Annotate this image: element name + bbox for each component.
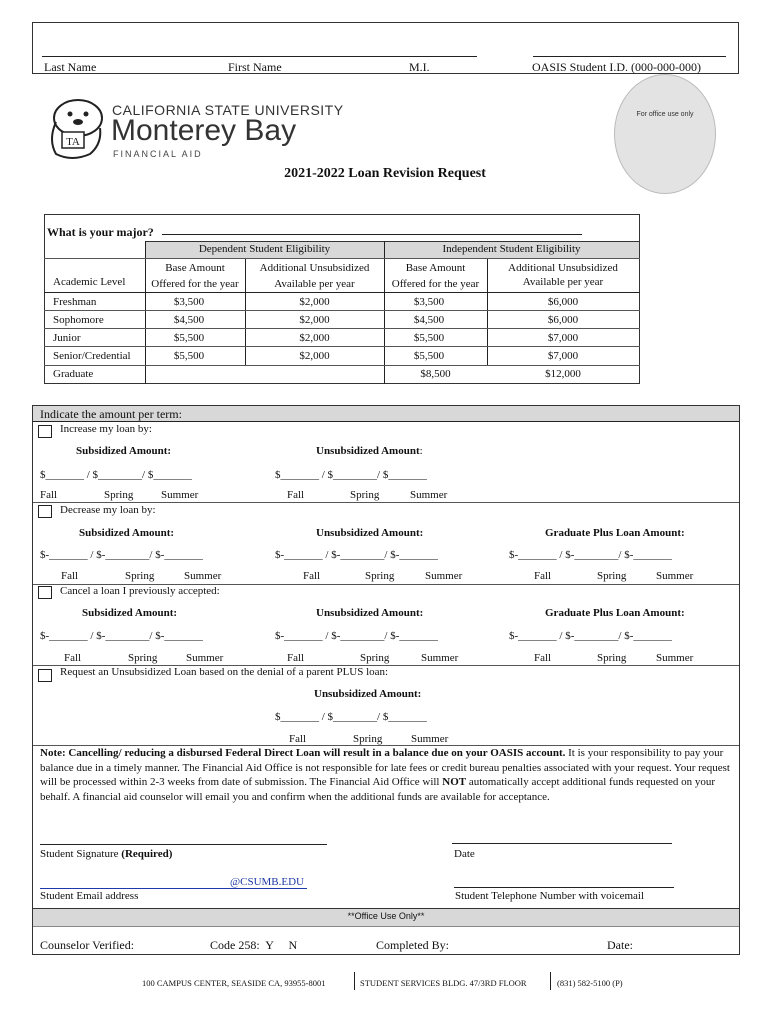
term-heading: Indicate the amount per term: bbox=[40, 407, 182, 421]
logo-university-name: CALIFORNIA STATE UNIVERSITY bbox=[112, 102, 344, 118]
term-fall-label: Fall bbox=[40, 489, 58, 501]
signature-required: (Required) bbox=[121, 848, 173, 860]
note-text-1: It is your responsibility to pay your balance due in a timely manner. The Financial Aid Office is not responsible for late fees or credit bureau penalties associated with your request. Your request will be processed within 2-3 weeks from date of submission. The Financial Aid Office will bbox=[40, 747, 730, 788]
decrease-subsidized-label: Subsidized Amount: bbox=[79, 527, 175, 539]
table-col-header-bottom bbox=[44, 292, 640, 293]
footer-building: STUDENT SERVICES BLDG. 47/3RD FLOOR bbox=[360, 978, 527, 988]
decrease-unsubsidized-input[interactable]: $-_______ / $-________/ $-_______ bbox=[275, 549, 438, 561]
cancel-loan-checkbox[interactable] bbox=[38, 586, 52, 599]
svg-text:TA: TA bbox=[66, 136, 80, 148]
row-dep-add: $2,000 bbox=[299, 314, 330, 326]
office-use-title: **Office Use Only** bbox=[347, 911, 425, 921]
row-level: Senior/Credential bbox=[53, 350, 131, 362]
phone-line[interactable] bbox=[454, 887, 674, 888]
signature-label bbox=[40, 848, 172, 860]
row-ind-add: $7,000 bbox=[547, 350, 579, 362]
term-amounts-box bbox=[32, 405, 740, 955]
otter-logo-icon bbox=[42, 92, 110, 162]
decrease-grad-plus-label: Graduate Plus Loan Amount: bbox=[545, 527, 685, 539]
term-fall-label: Fall bbox=[534, 570, 552, 582]
increase-unsubsidized-text: Unsubsidized Amount bbox=[316, 445, 420, 457]
term-summer-label: Summer bbox=[186, 652, 224, 664]
term-summer-label: Summer bbox=[656, 570, 694, 582]
phone-label: Student Telephone Number with voicemail bbox=[455, 890, 645, 902]
col-dep-add-2: Available per year bbox=[274, 278, 355, 290]
col-ind-add-2: Available per year bbox=[522, 276, 604, 288]
col-dep-base-2: Offered for the year bbox=[151, 278, 239, 290]
dependent-header: Dependent Student Eligibility bbox=[198, 243, 331, 255]
term-spring-label: Spring bbox=[128, 652, 158, 664]
page-title: 2021-2022 Loan Revision Request bbox=[284, 166, 486, 181]
row-ind-base: $3,500 bbox=[413, 296, 445, 308]
term-summer-label: Summer bbox=[184, 570, 222, 582]
term-summer-label: Summer bbox=[656, 652, 694, 664]
term-spring-label: Spring bbox=[597, 652, 627, 664]
row-dep-add: $2,000 bbox=[299, 350, 330, 362]
row-ind-add: $6,000 bbox=[547, 314, 579, 326]
row-level: Sophomore bbox=[53, 314, 104, 326]
signature-label-text: Student Signature bbox=[40, 848, 122, 860]
cancel-unsubsidized-input[interactable]: $-_______ / $-________/ $-_______ bbox=[275, 630, 438, 642]
row-ind-base: $4,500 bbox=[413, 314, 445, 326]
cancel-subsidized-input[interactable]: $-_______ / $-________/ $-_______ bbox=[40, 630, 203, 642]
major-label: What is your major? bbox=[47, 225, 154, 239]
office-date: Date: bbox=[607, 938, 633, 952]
row-dep-base: $5,500 bbox=[173, 332, 205, 344]
increase-subsidized-label: Subsidized Amount: bbox=[76, 445, 172, 457]
last-name-label: Last Name bbox=[44, 60, 97, 74]
decrease-subsidized-input[interactable]: $-_______ / $-________/ $-_______ bbox=[40, 549, 203, 561]
row-dep-base: $3,500 bbox=[173, 296, 205, 308]
note-text-2: automatically accept additional funds requested on your behalf. A financial aid counselor will email you and confirm when the additional funds are available for acceptance. bbox=[40, 776, 716, 803]
decrease-loan-checkbox[interactable] bbox=[38, 505, 52, 518]
row-dep-base: $5,500 bbox=[173, 350, 205, 362]
office-use-stamp-text: For office use only bbox=[636, 111, 694, 118]
term-summer-label: Summer bbox=[161, 489, 199, 501]
major-input-line[interactable] bbox=[162, 234, 582, 235]
responsibility-note bbox=[40, 746, 734, 804]
increase-loan-label: Increase my loan by: bbox=[60, 423, 152, 435]
mi-label: M.I. bbox=[409, 60, 430, 74]
row-divider bbox=[44, 365, 640, 366]
row-divider bbox=[44, 310, 384, 311]
term-spring-label: Spring bbox=[353, 733, 383, 745]
email-label: Student Email address bbox=[40, 890, 139, 902]
term-fall-label: Fall bbox=[289, 733, 307, 745]
col-dep-base-1: Base Amount bbox=[165, 262, 225, 274]
term-spring-label: Spring bbox=[597, 570, 627, 582]
row-dep-add: $2,000 bbox=[299, 332, 330, 344]
row-divider bbox=[44, 346, 640, 347]
independent-header: Independent Student Eligibility bbox=[442, 243, 581, 255]
row-divider bbox=[384, 310, 640, 311]
decrease-unsubsidized-label: Unsubsidized Amount: bbox=[316, 527, 424, 539]
term-summer-label: Summer bbox=[410, 489, 448, 501]
oasis-id-underline[interactable] bbox=[533, 56, 726, 57]
term-fall-label: Fall bbox=[287, 489, 305, 501]
col-dep-add-1: Additional Unsubsidized bbox=[259, 262, 370, 274]
row-ind-add: $7,000 bbox=[547, 332, 579, 344]
date-line[interactable] bbox=[452, 843, 672, 844]
term-fall-label: Fall bbox=[287, 652, 305, 664]
row-ind-base: $8,500 bbox=[420, 368, 451, 380]
term-heading-divider bbox=[33, 421, 739, 422]
unsub-request-checkbox[interactable] bbox=[38, 669, 52, 682]
code-258: Code 258: Y N bbox=[210, 938, 298, 952]
row-level: Junior bbox=[53, 332, 81, 344]
term-fall-label: Fall bbox=[534, 652, 552, 664]
increase-unsubsidized-input[interactable]: $_______ / $________/ $_______ bbox=[275, 469, 427, 481]
term-summer-label: Summer bbox=[421, 652, 459, 664]
row-ind-add: $6,000 bbox=[547, 296, 579, 308]
increase-subsidized-input[interactable]: $_______ / $________/ $_______ bbox=[40, 469, 192, 481]
name-underline[interactable] bbox=[42, 56, 477, 57]
term-spring-label: Spring bbox=[350, 489, 380, 501]
row-dep-add: $2,000 bbox=[299, 296, 330, 308]
col-ind-base-1: Base Amount bbox=[405, 262, 466, 274]
cancel-grad-plus-label: Graduate Plus Loan Amount: bbox=[545, 607, 685, 619]
counselor-verified: Counselor Verified: bbox=[40, 938, 135, 952]
term-spring-label: Spring bbox=[365, 570, 395, 582]
row-ind-base: $5,500 bbox=[413, 332, 445, 344]
col-ind-add-1: Additional Unsubsidized bbox=[508, 262, 618, 274]
oasis-id-label: OASIS Student I.D. (000-000-000) bbox=[532, 60, 701, 74]
term-fall-label: Fall bbox=[64, 652, 82, 664]
completed-by: Completed By: bbox=[376, 938, 449, 952]
cancel-subsidized-label: Subsidized Amount: bbox=[82, 607, 178, 619]
col-ind-base-2: Offered for the year bbox=[391, 278, 480, 290]
footer-divider bbox=[550, 972, 551, 990]
decrease-loan-label: Decrease my loan by: bbox=[60, 504, 156, 516]
decrease-grad-plus-input[interactable]: $-_______ / $-________/ $-_______ bbox=[509, 549, 672, 561]
increase-unsubsidized-label: Unsubsidized Amount: bbox=[316, 445, 423, 457]
footer-divider bbox=[354, 972, 355, 990]
first-name-label: First Name bbox=[228, 60, 282, 74]
term-summer-label: Summer bbox=[411, 733, 449, 745]
row-level: Graduate bbox=[53, 368, 94, 380]
unsub-request-label: Request an Unsubsidized Loan based on the denial of a parent PLUS loan: bbox=[60, 666, 389, 678]
term-fall-label: Fall bbox=[61, 570, 79, 582]
row-level: Freshman bbox=[53, 296, 97, 308]
footer-address: 100 CAMPUS CENTER, SEASIDE CA, 93955-8001 bbox=[142, 978, 326, 988]
row-divider bbox=[44, 328, 640, 329]
email-input-line[interactable] bbox=[40, 888, 307, 889]
note-not: NOT bbox=[442, 776, 467, 788]
increase-loan-checkbox[interactable] bbox=[38, 425, 52, 438]
date-label: Date bbox=[454, 848, 475, 860]
table-header-bottom bbox=[44, 258, 640, 259]
cancel-loan-label: Cancel a loan I previously accepted: bbox=[60, 585, 220, 597]
term-fall-label: Fall bbox=[303, 570, 321, 582]
unsub-request-amount-label: Unsubsidized Amount: bbox=[314, 688, 422, 700]
term-summer-label: Summer bbox=[425, 570, 463, 582]
cancel-grad-plus-input[interactable]: $-_______ / $-________/ $-_______ bbox=[509, 630, 672, 642]
cancel-unsubsidized-label: Unsubsidized Amount: bbox=[316, 607, 424, 619]
term-spring-label: Spring bbox=[360, 652, 390, 664]
signature-line[interactable] bbox=[40, 844, 327, 845]
footer-phone: (831) 582-5100 (P) bbox=[557, 978, 623, 988]
row-dep-base: $4,500 bbox=[173, 314, 205, 326]
logo-department: FINANCIAL AID bbox=[113, 149, 203, 159]
note-bold: Note: Cancelling/ reducing a disbursed Federal Direct Loan will result in a balance due on your OASIS account. bbox=[40, 747, 566, 759]
email-domain: @CSUMB.EDU bbox=[230, 876, 305, 888]
row-ind-add: $12,000 bbox=[545, 368, 581, 380]
term-spring-label: Spring bbox=[104, 489, 134, 501]
row-ind-base: $5,500 bbox=[413, 350, 445, 362]
term-spring-label: Spring bbox=[125, 570, 155, 582]
logo-campus-name: Monterey Bay bbox=[111, 114, 297, 147]
section-divider bbox=[33, 502, 739, 503]
unsub-request-input[interactable]: $_______ / $________/ $_______ bbox=[275, 711, 427, 723]
col-academic-level: Academic Level bbox=[53, 276, 126, 288]
